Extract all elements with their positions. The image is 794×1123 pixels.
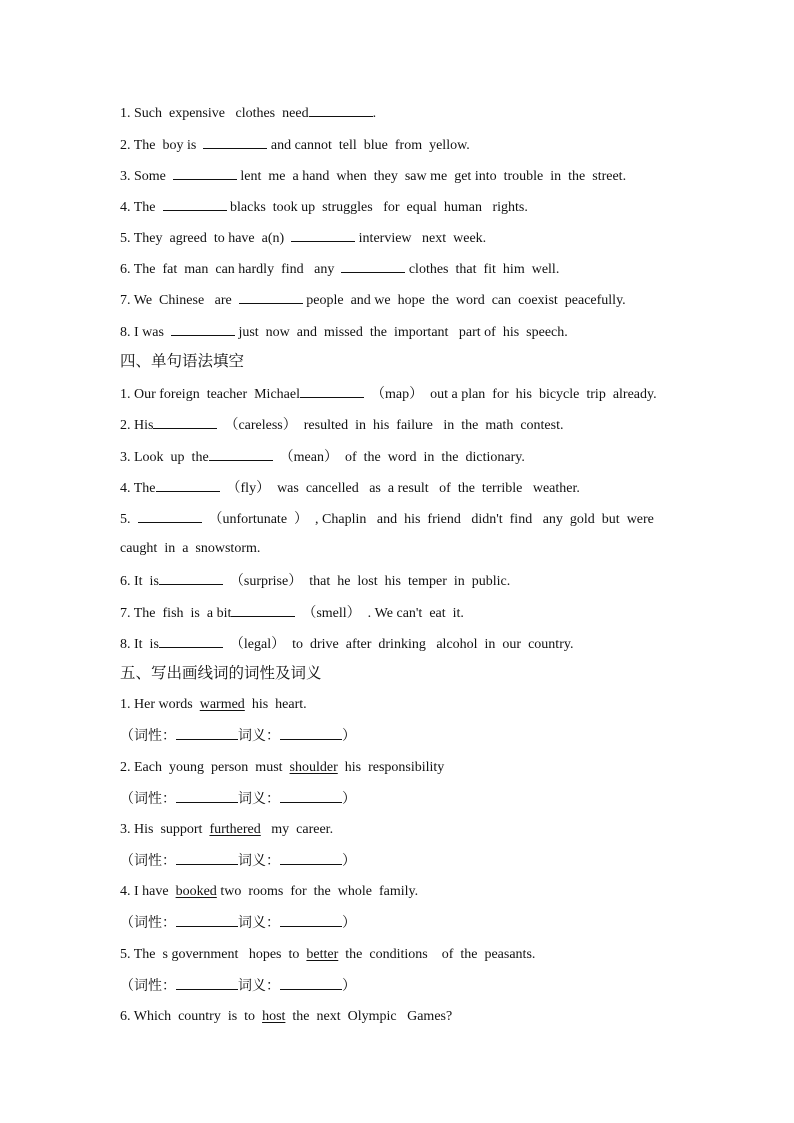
s5-item-5: 5. The s government hopes to better the conditions of the peasants. <box>120 947 536 962</box>
answer-blank[interactable] <box>138 509 202 523</box>
s4-item-5: 5. （unfortunate ） , Chaplin and his friend didn't find any gold but were <box>120 509 654 529</box>
underlined-word: host <box>262 1009 286 1024</box>
s4-item-4: 4. The （fly） was cancelled as a result of the terrible weather. <box>120 478 580 498</box>
s5-item-4: 4. I have booked two rooms for the whole family. <box>120 884 419 899</box>
s3-item-8: 8. I was just now and missed the important part of his speech. <box>120 322 568 342</box>
pos-blank[interactable] <box>176 977 238 990</box>
answer-blank[interactable] <box>203 135 267 149</box>
s3-item-2: 2. The boy is and cannot tell blue from yellow. <box>120 135 470 155</box>
section4-title: 四、单句语法填空 <box>120 352 245 370</box>
underlined-word: better <box>306 947 339 962</box>
answer-blank[interactable] <box>239 290 303 304</box>
s5-answer-2: （词性： 词义： ） <box>120 791 356 807</box>
section5-title: 五、写出画线词的词性及词义 <box>120 664 322 682</box>
s5-item-1: 1. Her words warmed his heart. <box>120 697 307 712</box>
s5-item-6: 6. Which country is to host the next Olympic Games? <box>120 1009 453 1024</box>
s3-item-7: 7. We Chinese are people and we hope the word can coexist peacefully. <box>120 290 626 310</box>
answer-blank[interactable] <box>291 228 355 242</box>
s3-item-6: 6. The fat man can hardly find any clothes that fit him well. <box>120 259 559 279</box>
meaning-blank[interactable] <box>280 977 342 990</box>
meaning-blank[interactable] <box>280 727 342 740</box>
pos-blank[interactable] <box>176 914 238 927</box>
underlined-word: warmed <box>199 697 245 712</box>
meaning-blank[interactable] <box>280 852 342 865</box>
answer-blank[interactable] <box>309 103 373 117</box>
s4-item-7: 7. The fish is a bit （smell） . We can't eat it. <box>120 603 464 623</box>
meaning-blank[interactable] <box>280 914 342 927</box>
s4-item-5-continued: caught in a snowstorm. <box>120 541 261 556</box>
answer-blank[interactable] <box>173 166 237 180</box>
s5-answer-1: （词性： 词义： ） <box>120 728 356 744</box>
answer-blank[interactable] <box>163 197 227 211</box>
s4-item-1: 1. Our foreign teacher Michael （map） out a plan for his bicycle trip already. <box>120 384 657 404</box>
answer-blank[interactable] <box>300 384 364 398</box>
answer-blank[interactable] <box>341 259 405 273</box>
underlined-word: shoulder <box>289 760 338 775</box>
s5-item-3: 3. His support furthered my career. <box>120 822 334 837</box>
pos-blank[interactable] <box>176 852 238 865</box>
answer-blank[interactable] <box>209 447 273 461</box>
s5-answer-5: （词性： 词义： ） <box>120 978 356 994</box>
s4-item-3: 3. Look up the （mean） of the word in the dictionary. <box>120 447 525 467</box>
pos-blank[interactable] <box>176 790 238 803</box>
pos-blank[interactable] <box>176 727 238 740</box>
answer-blank[interactable] <box>153 415 217 429</box>
answer-blank[interactable] <box>159 634 223 648</box>
s3-item-4: 4. The blacks took up struggles for equal human rights. <box>120 197 528 217</box>
s3-item-5: 5. They agreed to have a(n) interview next week. <box>120 228 486 248</box>
answer-blank[interactable] <box>171 322 235 336</box>
s3-item-3: 3. Some lent me a hand when they saw me get into trouble in the street. <box>120 166 626 186</box>
underlined-word: booked <box>175 884 217 899</box>
answer-blank[interactable] <box>159 571 223 585</box>
answer-blank[interactable] <box>231 603 295 617</box>
s4-item-2: 2. His （careless） resulted in his failure in the math contest. <box>120 415 563 435</box>
s4-item-8: 8. It is （legal） to drive after drinking alcohol in our country. <box>120 634 573 654</box>
s5-answer-3: （词性： 词义： ） <box>120 853 356 869</box>
meaning-blank[interactable] <box>280 790 342 803</box>
s5-item-2: 2. Each young person must shoulder his responsibility <box>120 760 445 775</box>
s5-answer-4: （词性： 词义： ） <box>120 915 356 931</box>
answer-blank[interactable] <box>156 478 220 492</box>
s3-item-1: 1. Such expensive clothes need . <box>120 103 376 123</box>
s4-item-6: 6. It is （surprise） that he lost his temper in public. <box>120 571 510 591</box>
underlined-word: furthered <box>209 822 261 837</box>
